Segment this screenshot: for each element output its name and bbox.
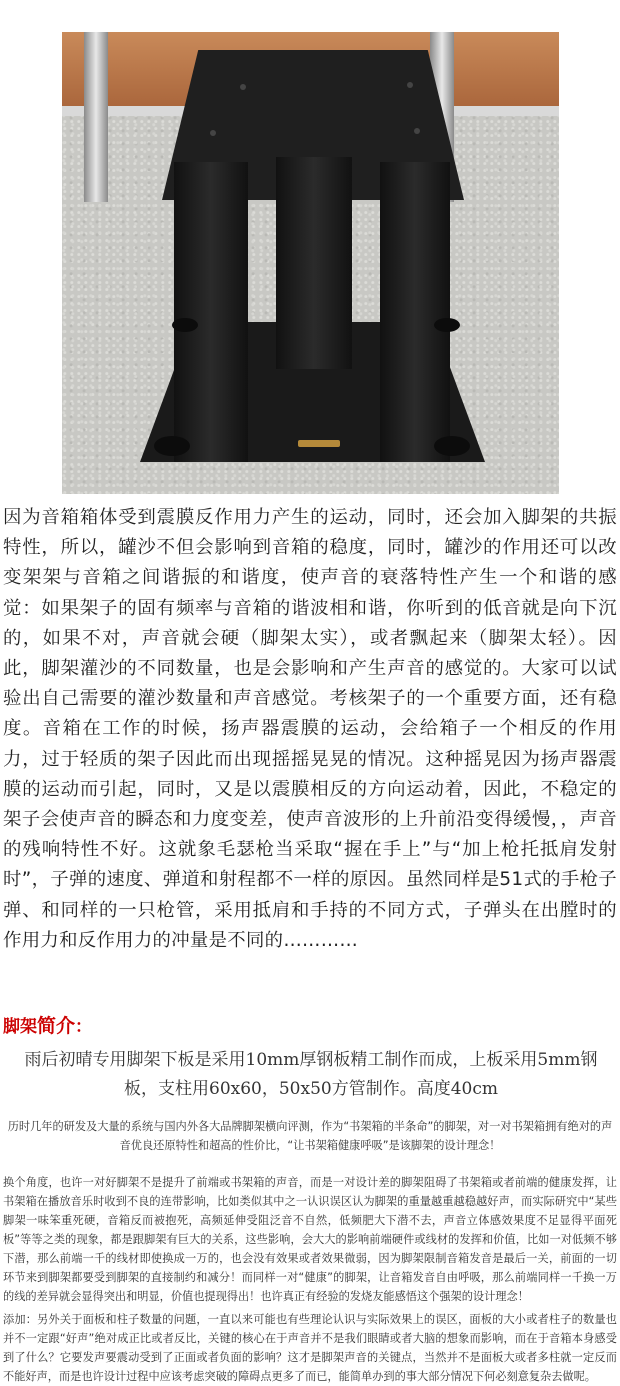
screw-hole (240, 84, 246, 90)
small-paragraph-2: 换个角度，也许一对好脚架不是提升了前端或书架箱的声音，而是一对设计差的脚架阻碍了书架箱或者前端的健康发挥，让书架箱在播放音乐时收到不良的连带影响，比如类似其中之一认识误区认为脚架的重量越重越稳越好声，而实际研究中“某些脚架一味笨重死硬，音箱反而被抱死，高频延伸受阻泛音不自然，低频肥大下潜不去，声音立体感效果度不足显得平面死板”等等之类的现象，都是跟脚架有巨大的关系，这些影响，会大大的影响前端硬件或线材的发挥和价值，比如一对低频不够下潜，那么前端一千的线材即使换成一万的，也会没有效果或者效果微弱，因为脚架限制音箱发音是最后一关，前面的一切环节来到脚架都要受到脚架的直接制约和减分！而同样一对“健康”的脚架，让音箱发音自由呼吸，那么前端同样一千换一万的线的差异就会显得突出和明显，价值也提现得出！也许真正有经验的发烧友能感悟这个强架的设计理念！ (3, 1176, 617, 1303)
spike-foot (154, 436, 190, 456)
main-paragraph: 因为音箱箱体受到震膜反作用力产生的运动，同时，还会加入脚架的共振特性，所以，罐沙不但会影响到音箱的稳度，同时，罐沙的作用还可以改变架架与音箱之间谐振的和谐度，使声音的衰落特性产生一个和谐的感觉：如果架子的固有频率与音箱的谐波相和谐，你听到的低音就是向下沉的，如果不对，声音就会硬（脚架太实），或者飘起来（脚架太轻）。因此，脚架灌沙的不同数量，也是会影响和产生声音的感觉的。大家可以试验出自己需要的灌沙数量和声音感觉。考核架子的一个重要方面，还有稳度。音箱在工作的时候，扬声器震膜的运动，会给箱子一个相反的作用力，过于轻质的架子因此而出现摇摇晃晃的情况。这种摇晃因为扬声器震膜的运动而引起，同时，又是以震膜相反的方向运动着，因此，不稳定的架子会使声音的瞬态和力度变差，使声音波形的上升前沿变得缓慢，，声音的残响特性不好。这就象毛瑟枪当采取“握在手上”与“加上枪托抵肩发射时”，子弹的速度、弹道和射程都不一样的原因。虽然同样是51式的手枪子弹、和同样的一只枪管，采用抵肩和手持的不同方式，子弹头在出膛时的作用力和反作用力的冲量是不同的………… (3, 507, 617, 951)
heading-colon: ： (75, 1017, 93, 1037)
heading-part1: 脚架 (3, 1017, 37, 1037)
stand-column-left (174, 162, 248, 462)
spec-text: 雨后初晴专用脚架下板是采用10mm厚钢板精工制作而成，上板采用5mm钢板，支柱用60x60，50x50方管制作。高度40cm (24, 1050, 598, 1099)
heading-part2: 简介 (37, 1015, 76, 1037)
spike-foot (172, 318, 198, 332)
stand-column-center (276, 157, 352, 369)
small-paragraph-1: 历时几年的研发及大量的系统与国内外各大品牌脚架横向评测，作为“书架箱的半条命”的脚架，对一对书架箱拥有绝对的声音优良还原特性和超高的性价比，“让书架箱健康呼吸”是该脚架的设计理念！ (7, 1120, 613, 1152)
small-paragraph-3: 添加：另外关于面板和柱子数量的问题，一直以来可能也有些理论认识与实际效果上的误区，面板的大小或者柱子的数量也并不一定跟“好声”绝对成正比或者反比，关键的核心在于声音并不是我们眼睛或者大脑的想象而影响，而在于音箱本身感受到了什么？它要发声要震动受到了正面或者负面的影响？这才是脚架声音的关键点，当然并不是面板大或者多柱就一定反而不能好声，而是也许设计过程中应该考虑突破的障碍点更多了而已，能简单办到的事大部分情况下何必刻意复杂去做呢。 (3, 1313, 617, 1383)
screw-hole (414, 128, 420, 134)
shelf-leg-left (84, 32, 108, 202)
screw-hole (407, 82, 413, 88)
stand-column-right (380, 162, 450, 462)
spike-foot (434, 436, 470, 456)
screw-hole (210, 130, 216, 136)
spike-foot (434, 318, 460, 332)
section-heading (3, 1011, 92, 1038)
brand-plaque (298, 440, 340, 447)
speaker-stand-photo (62, 32, 559, 494)
